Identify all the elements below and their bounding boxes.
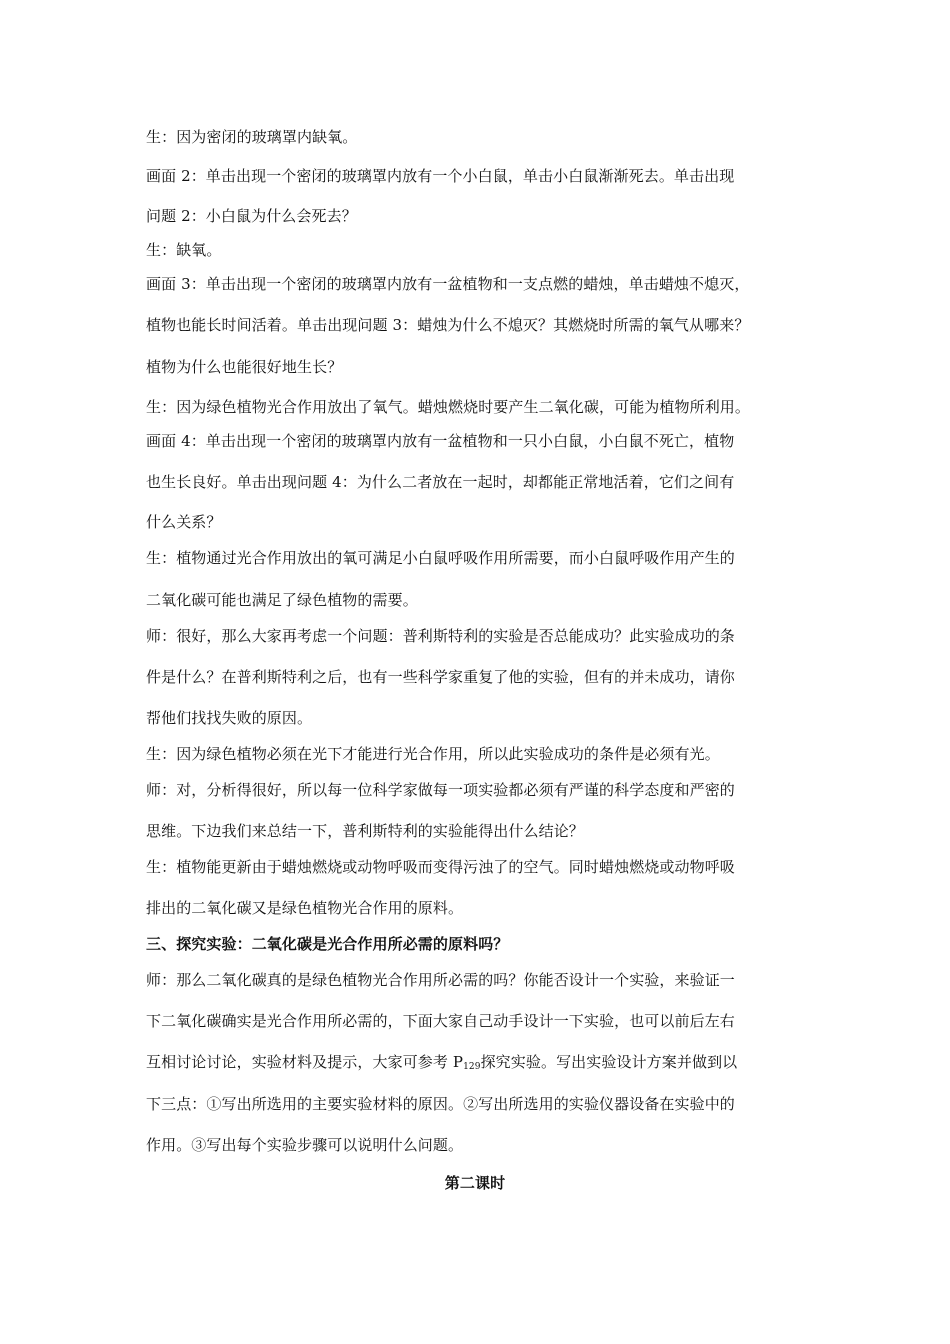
paragraph-line: 思维。下边我们来总结一下，普利斯特利的实验能得出什么结论？	[146, 822, 584, 840]
paragraph-line: 下二氧化碳确实是光合作用所必需的，下面大家自己动手设计一下实验，也可以前后左右	[146, 1012, 735, 1030]
paragraph-line: 师：很好，那么大家再考虑一个问题：普利斯特利的实验是否总能成功？此实验成功的条	[146, 627, 735, 645]
paragraph-line-with-reference	[146, 1052, 816, 1072]
paragraph-line: 二氧化碳可能也满足了绿色植物的需要。	[146, 591, 418, 609]
paragraph-line: 画面 2：单击出现一个密闭的玻璃罩内放有一个小白鼠，单击小白鼠渐渐死去。单击出现	[146, 167, 735, 185]
paragraph-line: 生：缺氧。	[146, 241, 222, 259]
paragraph-line: 生：植物通过光合作用放出的氧可满足小白鼠呼吸作用所需要，而小白鼠呼吸作用产生的	[146, 549, 735, 567]
lesson-title: 第二课时	[444, 1174, 506, 1192]
paragraph-line: 帮他们找找失败的原因。	[146, 709, 313, 727]
paragraph-line: 也生长良好。单击出现问题 4：为什么二者放在一起时，却都能正常地活着，它们之间有	[146, 473, 735, 491]
paragraph-line: 植物为什么也能很好地生长？	[146, 358, 343, 376]
section-heading: 三、探究实验：二氧化碳是光合作用所必需的原料吗？	[146, 935, 509, 953]
paragraph-line: 生：因为密闭的玻璃罩内缺氧。	[146, 128, 358, 146]
page-reference-subscript: 129	[463, 1062, 481, 1072]
paragraph-line: 师：那么二氧化碳真的是绿色植物光合作用所必需的吗？你能否设计一个实验，来验证一	[146, 971, 735, 989]
paragraph-line: 作用。③写出每个实验步骤可以说明什么问题。	[146, 1136, 464, 1154]
paragraph-line: 植物也能长时间活着。单击出现问题 3：蜡烛为什么不熄灭？其燃烧时所需的氧气从哪来？	[146, 316, 750, 334]
paragraph-line: 件是什么？在普利斯特利之后，也有一些科学家重复了他的实验，但有的并未成功，请你	[146, 668, 735, 686]
paragraph-line: 排出的二氧化碳又是绿色植物光合作用的原料。	[146, 899, 464, 917]
paragraph-line: 师：对，分析得很好，所以每一位科学家做每一项实验都必须有严谨的科学态度和严密的	[146, 781, 735, 799]
paragraph-line: 生：植物能更新由于蜡烛燃烧或动物呼吸而变得污浊了的空气。同时蜡烛燃烧或动物呼吸	[146, 858, 735, 876]
reference-text-before: 互相讨论讨论，实验材料及提示，大家可参考 P	[146, 1053, 464, 1071]
reference-text-after: 探究实验。写出实验设计方案并做到以	[480, 1053, 738, 1071]
paragraph-line: 画面 4：单击出现一个密闭的玻璃罩内放有一盆植物和一只小白鼠，小白鼠不死亡，植物	[146, 432, 735, 450]
paragraph-line: 什么关系？	[146, 513, 222, 531]
paragraph-line: 问题 2：小白鼠为什么会死去？	[146, 207, 357, 225]
paragraph-line: 画面 3：单击出现一个密闭的玻璃罩内放有一盆植物和一支点燃的蜡烛，单击蜡烛不熄灭，	[146, 275, 750, 293]
paragraph-line: 下三点：①写出所选用的主要实验材料的原因。②写出所选用的实验仪器设备在实验中的	[146, 1095, 735, 1113]
paragraph-line: 生：因为绿色植物必须在光下才能进行光合作用，所以此实验成功的条件是必须有光。	[146, 745, 720, 763]
paragraph-line: 生：因为绿色植物光合作用放出了氧气。蜡烛燃烧时要产生二氧化碳，可能为植物所利用。	[146, 398, 751, 416]
